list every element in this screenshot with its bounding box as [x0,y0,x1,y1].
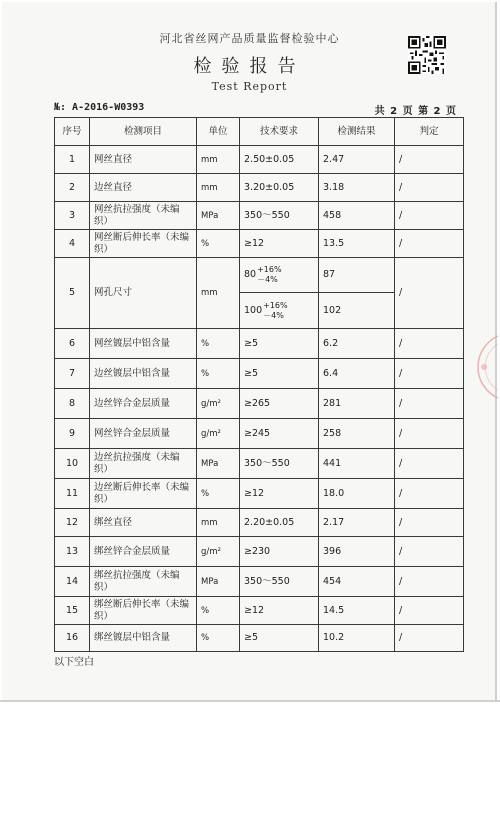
row-number: 7 [55,359,90,389]
unit: MPa [197,567,240,597]
row-number: 9 [55,419,90,449]
judgement: / [395,174,464,202]
test-item: 绑丝抗拉强度（未编织） [90,567,197,597]
test-item: 绑丝锌合金层质量 [90,537,197,567]
test-item: 绑丝镀层中铝含量 [90,625,197,652]
judgement: / [395,625,464,652]
table-row [55,146,464,174]
requirement-base: 80 [244,269,257,280]
table-row [55,479,464,509]
result: 281 [319,389,395,419]
result: 14.5 [319,597,395,625]
judgement: / [395,419,464,449]
requirement: ≥12 [240,597,319,625]
report-title: 检验报告 [193,56,306,77]
requirement-tolerance-1 [240,258,319,293]
row-number: 13 [55,537,90,567]
judgement: / [395,202,464,230]
table-header-row [55,118,464,146]
report-subtitle: Test Report [211,80,288,93]
table-row [55,597,464,625]
result: 6.4 [319,359,395,389]
unit: % [197,230,240,258]
unit: % [197,479,240,509]
header-cell-no: 序号 [55,118,90,146]
scan-edge [0,700,500,702]
requirement: 2.20±0.05 [240,509,319,537]
test-item: 网丝断后伸长率（未编织） [90,230,197,258]
result: 10.2 [319,625,395,652]
requirement: 350～550 [240,567,319,597]
table-row [55,202,464,230]
requirement-tolerance-2 [240,293,319,329]
judgement: / [395,146,464,174]
result: 2.47 [319,146,395,174]
result: 3.18 [319,174,395,202]
row-number: 10 [55,449,90,479]
requirement: ≥12 [240,479,319,509]
result: 2.17 [319,509,395,537]
row-number: 4 [55,230,90,258]
test-item: 边丝锌合金层质量 [90,389,197,419]
table-row [55,359,464,389]
table-row [55,449,464,479]
header-cell-result: 检测结果 [319,118,395,146]
judgement: / [395,449,464,479]
unit: MPa [197,202,240,230]
unit: g/m² [197,389,240,419]
requirement: ≥5 [240,625,319,652]
row-number: 11 [55,479,90,509]
table-body [55,146,464,652]
row-number: 16 [55,625,90,652]
report-number: №: A-2016-W0393 [54,102,145,113]
qr-code-icon [408,36,446,74]
judgement: / [395,389,464,419]
unit: g/m² [197,419,240,449]
table-row [55,419,464,449]
requirement: 2.50±0.05 [240,146,319,174]
judgement: / [395,567,464,597]
row-number: 2 [55,174,90,202]
test-item: 网丝镀层中铝含量 [90,329,197,359]
requirement: ≥265 [240,389,319,419]
row-number: 15 [55,597,90,625]
judgement: / [395,329,464,359]
unit: % [197,625,240,652]
result: 102 [319,293,395,329]
header-cell-unit: 单位 [197,118,240,146]
judgement: / [395,509,464,537]
judgement: / [395,479,464,509]
header-cell-item: 检测项目 [90,118,197,146]
judgement: / [395,537,464,567]
row-number: 3 [55,202,90,230]
judgement: / [395,258,464,329]
table-row [55,537,464,567]
requirement: ≥245 [240,419,319,449]
requirement: ≥12 [240,230,319,258]
result: 458 [319,202,395,230]
unit: mm [197,258,240,329]
row-number: 8 [55,389,90,419]
requirement: ≥5 [240,329,319,359]
blank-below-note: 以下空白 [54,657,94,668]
page-info: 共 2 页 第 2 页 [374,106,457,117]
test-item: 边丝镀层中铝含量 [90,359,197,389]
tolerance-minus: －4% [263,310,284,320]
test-item: 边丝抗拉强度（未编织） [90,449,197,479]
test-item: 边丝直径 [90,174,197,202]
unit: mm [197,146,240,174]
requirement: ≥5 [240,359,319,389]
report-page [2,2,497,702]
table-row [55,567,464,597]
row-number: 1 [55,146,90,174]
tolerance-minus: －4% [257,275,278,284]
requirement: 3.20±0.05 [240,174,319,202]
header-cell-requirement: 技术要求 [240,118,319,146]
row-number: 12 [55,509,90,537]
result: 87 [319,258,395,293]
red-seal-stamp [460,332,500,402]
table-row-mesh-1 [55,258,464,293]
result: 258 [319,419,395,449]
requirement: 350～550 [240,449,319,479]
test-item: 绑丝断后伸长率（未编织） [90,597,197,625]
unit: mm [197,509,240,537]
requirement: ≥230 [240,537,319,567]
test-item: 绑丝直径 [90,509,197,537]
table-row [55,509,464,537]
result: 396 [319,537,395,567]
row-number: 6 [55,329,90,359]
requirement: 350～550 [240,202,319,230]
test-item: 网丝抗拉强度（未编织） [90,202,197,230]
row-number: 14 [55,567,90,597]
tolerance-plus: +16% [263,300,288,310]
test-item: 边丝断后伸长率（未编织） [90,479,197,509]
organization-name: 河北省丝网产品质量监督检验中心 [159,32,340,45]
unit: mm [197,174,240,202]
row-number: 5 [55,258,90,329]
unit: % [197,597,240,625]
table-row [55,389,464,419]
result: 454 [319,567,395,597]
table-row [55,625,464,652]
result: 441 [319,449,395,479]
unit: % [197,329,240,359]
unit: g/m² [197,537,240,567]
tolerance-plus: +16% [257,265,282,274]
result: 18.0 [319,479,395,509]
requirement-base: 100 [244,304,263,316]
unit: MPa [197,449,240,479]
unit: % [197,359,240,389]
test-item: 网丝锌合金层质量 [90,419,197,449]
header-cell-judgement: 判定 [395,118,464,146]
judgement: / [395,359,464,389]
test-item: 网孔尺寸 [90,258,197,329]
result: 13.5 [319,230,395,258]
table-row [55,174,464,202]
result: 6.2 [319,329,395,359]
judgement: / [395,597,464,625]
results-table [54,117,464,652]
table-row [55,329,464,359]
test-item: 网丝直径 [90,146,197,174]
table-row [55,230,464,258]
judgement: / [395,230,464,258]
